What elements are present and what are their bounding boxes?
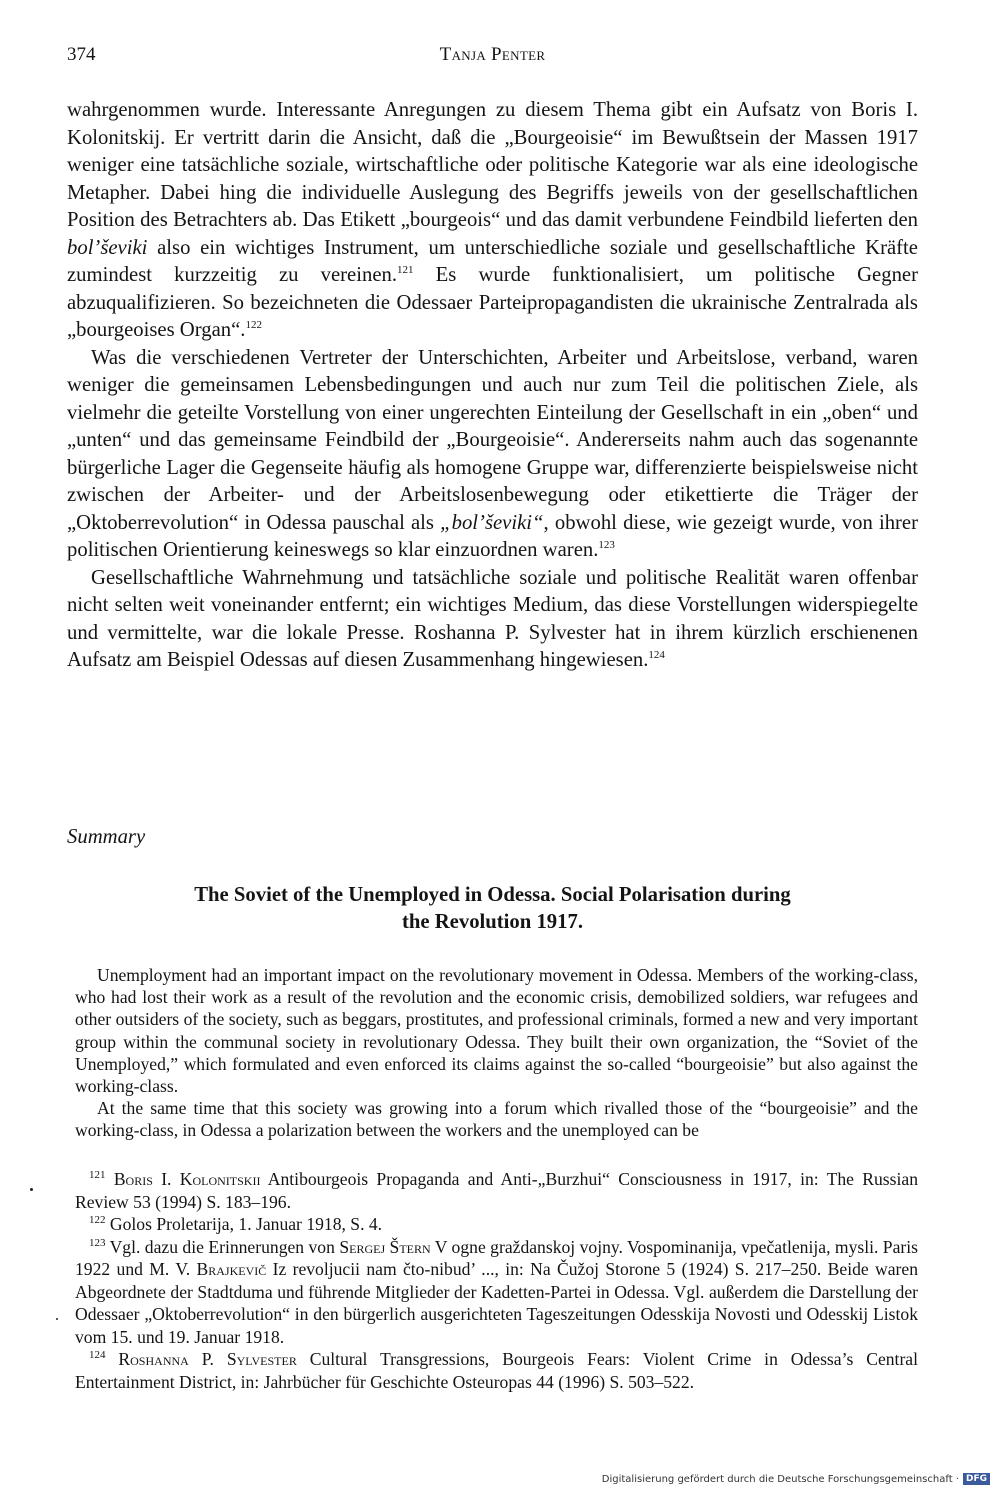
- footnote-123: $^{123}$ Vgl. dazu die Erinnerungen von Sergej Štern V ogne graždanskoj vojny. Vospominanija, vpečatlenija, mysli. Paris 1922 und M. V. Brajkevič Iz revoljucii nam čto-nibud’ ..., in: Na Čužoj Storone 5 (1924) S. 217–250. Beide waren Abgeordnete der Stadtduma und führende Mitglieder der Kadetten-Partei in Odessa. Vgl. außerdem die Darstellung der Odessaer „Oktoberrevolution“ in den bürgerlich ausgerichteten Tageszeitungen Odesskija Novosti und Odesskij Listok vom 15. und 19. Januar 1918.: [75, 1236, 919, 1347]
- footnote-ref-121[interactable]: 121: [397, 264, 414, 277]
- italic-term: bol’ševiki: [67, 236, 148, 259]
- footnote-author: Brajkevič: [196, 1259, 267, 1279]
- footnote-124: $^{124}$ Roshanna P. Sylvester Cultural Transgressions, Bourgeois Fears: Violent Crime in Odessa’s Central Entertainment District, in: Jahrbücher für Geschichte Osteuropas 44 (1996) S. 503–522.: [75, 1349, 918, 1392]
- paragraph-2: Was die verschiedenen Vertreter der Unterschichten, Arbeiter und Arbeitslose, verband, waren weniger die gemeinsamen Lebensbedingungen und auch nur zum Teil die politischen Ziele, als vielmehr die geteilte Vorstellung von einer ungerechten Einteilung der Gesellschaft in ein „oben“ und „unten“ und das gemeinsame Feindbild der „Bourgeoisie“. Andererseits nahm auch das sogenannte bürgerliche Lager die Gegenseite häufig als homogene Gruppe war, differenzierte beispielsweise nicht zwischen der Arbeiter- und der Arbeitslosenbewegung oder etikettierte die Träger der „Oktoberrevolution“ in Odessa pauschal als „bol’ševiki“, obwohl diese, wie gezeigt wurde, von ihrer politischen Orientierung keineswegs so klar einzuordnen waren.$^{123}$: [67, 346, 919, 561]
- footnote-author: Boris I. Kolonitskii: [113, 1169, 261, 1189]
- dfg-logo: DFG: [963, 1473, 990, 1485]
- page-number: 374: [67, 44, 96, 65]
- running-head: Tanja Penter: [439, 44, 546, 65]
- summary-title: The Soviet of the Unemployed in Odessa. Social Polarisation during the Revolution 1917.: [194, 884, 791, 933]
- footnotes: [75, 1168, 918, 1393]
- footnote-author: Sergej Štern: [339, 1236, 431, 1257]
- scan-speck: [30, 1188, 33, 1191]
- page-header: [67, 44, 918, 70]
- paragraph-3: Gesellschaftliche Wahrnehmung und tatsächliche soziale und politische Realität waren offenbar nicht selten weit voneinander entfernt; ein wichtiges Medium, das diese Vorstellungen widerspiegelte und vermittelte, war die lokale Presse. Roshanna P. Sylvester hat in ihrem kürzlich erschienenen Aufsatz am Beispiel Odessas auf diesen Zusammenhang hingewiesen.$^{124}$: [67, 566, 918, 671]
- footnote-author: Roshanna P. Sylvester: [118, 1349, 297, 1369]
- footnote-ref-122[interactable]: 122: [245, 319, 262, 332]
- italic-term: „bol’ševiki“: [440, 511, 544, 534]
- footnote-ref-123[interactable]: 123: [598, 539, 615, 552]
- footnote-121: $^{121}$ Boris I. Kolonitskii Antibourgeois Propaganda and Anti-„Burzhui“ Consciousness in 1917, in: The Russian Review 53 (1994) S. 183–196.: [75, 1169, 918, 1212]
- main-text: [67, 97, 918, 675]
- summary-paragraph-2: At the same time that this society was growing into a forum which rivalled those of the “bourgeoisie” and the working-class, in Odessa a polarization between the workers and the unemployed can be: [75, 1098, 918, 1141]
- summary-text: [75, 964, 918, 1142]
- digitization-note: Digitalisierung gefördert durch die Deutsche Forschungsgemeinschaft · DFG: [602, 1473, 990, 1485]
- summary-paragraph-1: Unemployment had an important impact on the revolutionary movement in Odessa. Members of the working-class, who had lost their work as a result of the revolution and the economic crisis, demobilized soldiers, war refugees and other outsiders of the society, such as beggars, prostitutes, and professional criminals, formed a new and very important group within the communal society in revolutionary Odessa. They built their own organization, the “Soviet of the Unemployed,” which formulated and even enforced its claims against the so-called “bourgeoisie” but also against the working-class.: [75, 965, 918, 1097]
- scan-speck: [56, 1318, 58, 1320]
- footnote-ref-124[interactable]: 124: [648, 649, 665, 662]
- paragraph-1: wahrgenommen wurde. Interessante Anregungen zu diesem Thema gibt ein Aufsatz von Boris I. Kolonitskij. Er vertritt darin die Ansicht, daß die „Bourgeoisie“ im Bewußtsein der Massen 1917 weniger eine tatsächliche soziale, wirtschaftliche oder politische Kategorie war als eine ideologische Metapher. Dabei hing die individuelle Auslegung des Begriffs jeweils von der gesellschaftlichen Position des Betrachters ab. Das Etikett „bourgeois“ und das damit verbundene Feindbild lieferten den bol’ševiki also ein wichtiges Instrument, um unterschiedliche soziale und gesellschaftliche Kräfte zumindest kurzzeitig zu vereinen.$^{121}$ Es wurde funktionalisiert, um politische Gegner abzuqualifizieren. So bezeichneten die Odessaer Parteipropagandisten die ukrainische Zentralrada als „bourgeoises Organ“.$^{122}$: [67, 99, 918, 341]
- footnote-122: $^{122}$ Golos Proletarija, 1. Januar 1918, S. 4.: [89, 1214, 383, 1234]
- summary-heading: Summary: [67, 826, 146, 848]
